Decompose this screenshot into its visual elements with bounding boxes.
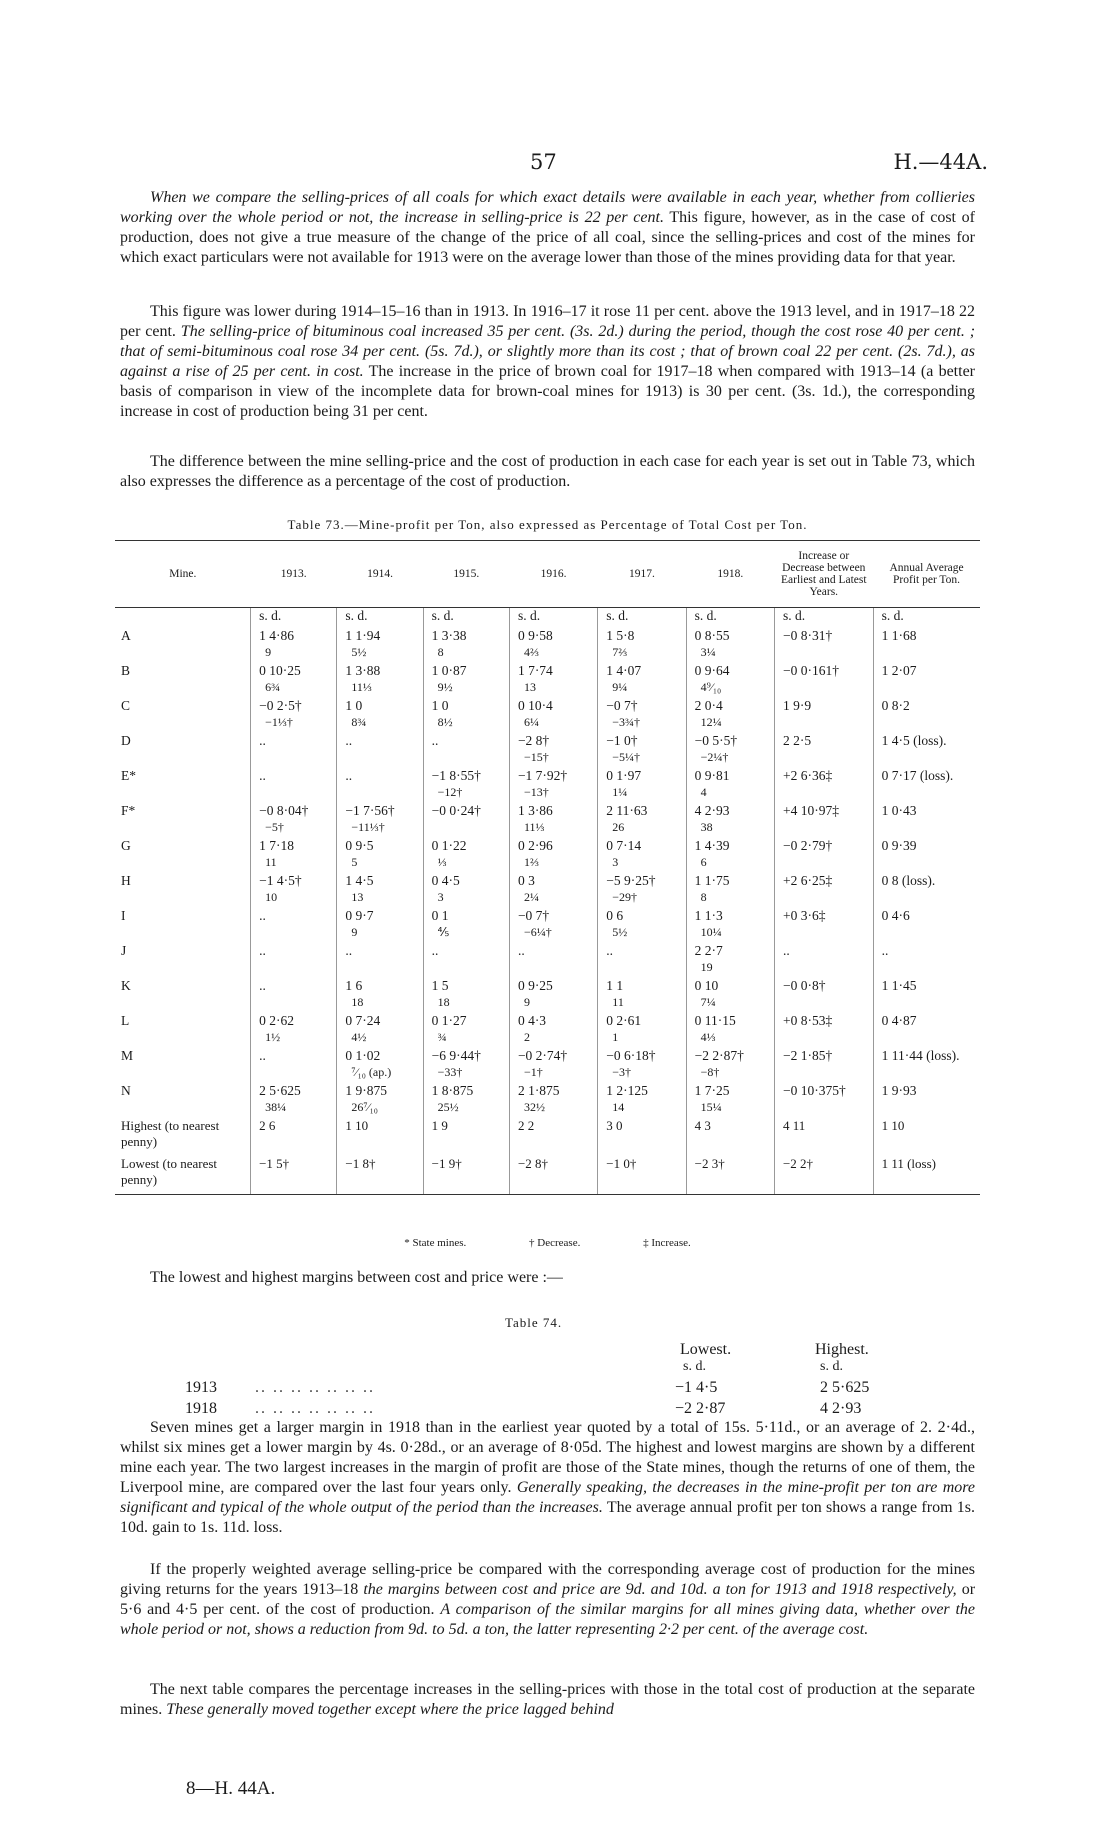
- table-cell: 2 11·63 26: [598, 803, 686, 838]
- table-cell: ..: [873, 943, 980, 978]
- table-cell: +0 3·6‡: [774, 908, 873, 943]
- paragraph-table-intro: The difference between the mine selling-price and the cost of production in each case for each year is set out in Table 73, which also expresses the difference as a percentage of the cost of production.: [120, 453, 975, 490]
- mine-label: D: [121, 733, 131, 748]
- table-cell: −1 5†: [251, 1156, 337, 1195]
- table-cell: −0 10·375†: [774, 1083, 873, 1118]
- paragraph-selling-prices: When we compare the selling-prices of all coals for which exact details were available in each year, whether from collieries working over the whole period or not, the increase in selling-price is 22 per cent. This figure, however, as in the case of cost of production, does not give a true measure of the change of the price of all coal, since the selling-prices and cost of the mines for which exact particulars were not available for 1913 were on the average lower than those of the mines providing data for that year.: [120, 189, 976, 266]
- table73-mine-profit: [115, 540, 980, 1195]
- mine-label: M: [121, 1048, 134, 1063]
- table-cell: ..: [251, 908, 337, 943]
- table-cell: 2 2·5: [774, 733, 873, 768]
- table-cell: −1 7·92† −13†: [509, 768, 597, 803]
- table-cell: 1 2·07: [873, 663, 980, 698]
- table-row: [115, 628, 980, 663]
- table-cell: −1 9†: [423, 1156, 509, 1195]
- table-cell: −0 2·5† −1⅓†: [251, 698, 337, 733]
- table-row: [115, 1083, 980, 1118]
- table74-unit-lowest: s. d.: [683, 1359, 706, 1374]
- table-cell: 1 1·45: [873, 978, 980, 1013]
- table-cell: 1 0 8½: [423, 698, 509, 733]
- note-increase: ‡ Increase.: [643, 1237, 691, 1249]
- mine-label: E*: [121, 768, 136, 783]
- col-header-mine: Mine.: [115, 541, 251, 608]
- table-cell: 0 10·25 6¾: [251, 663, 337, 698]
- mine-label: J: [121, 943, 127, 958]
- table-cell: 4 3: [686, 1118, 774, 1156]
- table-cell: −0 8·31†: [774, 628, 873, 663]
- table-row: [115, 873, 980, 908]
- table-cell: +2 6·25‡: [774, 873, 873, 908]
- table-cell: ..: [337, 943, 423, 978]
- table-cell: ..: [423, 943, 509, 978]
- table-cell: −0 6·18† −3†: [598, 1048, 686, 1083]
- mine-label: F*: [121, 803, 136, 818]
- col-header-change: Increase or Decrease between Earliest and Latest Years.: [774, 541, 873, 608]
- table-cell: −0 0·24†: [423, 803, 509, 838]
- table-cell: 1 1·68: [873, 628, 980, 663]
- table-cell: 1 0·87 9½: [423, 663, 509, 698]
- table-cell: 2 2: [509, 1118, 597, 1156]
- table-cell: −1 8†: [337, 1156, 423, 1195]
- table-cell: −2 2·87† −8†: [686, 1048, 774, 1083]
- table73-caption: Table 73.—Mine-profit per Ton, also expressed as Percentage of Total Cost per Ton.: [287, 517, 808, 532]
- table-cell: 1 7·25 15¼: [686, 1083, 774, 1118]
- table74-row: 1913 .. .. .. .. .. .. .. −1 4·5 2 5·625: [185, 1379, 870, 1396]
- table-row: [115, 803, 980, 838]
- table74-header-lowest: Lowest.: [680, 1341, 732, 1358]
- mine-label: L: [121, 1013, 130, 1028]
- table-cell: 1 4·5 13: [337, 873, 423, 908]
- table-cell: 0 7·14 3: [598, 838, 686, 873]
- table-cell: 1 4·07 9¼: [598, 663, 686, 698]
- table-cell: 0 8·2: [873, 698, 980, 733]
- table-cell: 0 9·7 9: [337, 908, 423, 943]
- table-cell: −0 8·04† −5†: [251, 803, 337, 838]
- table-cell: 1 8·875 25½: [423, 1083, 509, 1118]
- table-cell: 0 7·24 4½: [337, 1013, 423, 1048]
- table-cell: ..: [598, 943, 686, 978]
- col-header-1914: 1914.: [337, 541, 423, 608]
- table-cell: 1 10: [873, 1118, 980, 1156]
- table-cell: 1 3·86 11⅓: [509, 803, 597, 838]
- paragraph-next-table: The next table compares the percentage increases in the selling-prices with those in the total cost of production at the separate mines. These generally moved together except where the price lagged behind: [120, 1681, 975, 1718]
- table-cell: +2 6·36‡: [774, 768, 873, 803]
- table-row: [115, 663, 980, 698]
- table-cell: 1 1·94 5½: [337, 628, 423, 663]
- table-cell: 1 9·875 26⁷⁄₁₀: [337, 1083, 423, 1118]
- table-cell: 1 5 18: [423, 978, 509, 1013]
- table-cell: −0 2·79†: [774, 838, 873, 873]
- table-cell: 1 11 (loss): [873, 1156, 980, 1195]
- table-cell: 4 2·93 38: [686, 803, 774, 838]
- table74-header-highest: Highest.: [815, 1341, 869, 1358]
- document-reference: H.—44A.: [893, 150, 988, 174]
- table-cell: 1 3·38 8: [423, 628, 509, 663]
- page-footer: 8—H. 44A.: [186, 1778, 276, 1799]
- highest-row: [115, 1118, 980, 1156]
- table-row: [115, 908, 980, 943]
- table-cell: 2 6: [251, 1118, 337, 1156]
- table-cell: 0 4·6: [873, 908, 980, 943]
- table-cell: ..: [337, 768, 423, 803]
- table-cell: −6 9·44† −33†: [423, 1048, 509, 1083]
- table-cell: 2 5·625 38¼: [251, 1083, 337, 1118]
- table-cell: −0 7† −6¼†: [509, 908, 597, 943]
- table73-notes: [115, 1237, 980, 1249]
- table-cell: 0 9·64 4⁹⁄₁₀: [686, 663, 774, 698]
- paragraph-seven-mines: Seven mines get a larger margin in 1918 than in the earliest year quoted by a total of 15s. 5·11d., or an average of 2. 2·4d., whilst six mines get a lower margin by 4s. 0·28d., or an average of 8·05d. The highest and lowest margins are shown by a different mine each year. The two largest increases in the margin of profit are those of the State mines, though the returns of one of them, the Liverpool mine, are compared over the last four years only. Generally speaking, the decreases in the mine-profit per ton are more significant and typical of the whole output of the period than the increases. The average annual profit per ton shows a range from 1s. 10d. gain to 1s. 11d. loss.: [120, 1419, 976, 1536]
- table-row: [115, 978, 980, 1013]
- table-cell: 2 0·4 12¼: [686, 698, 774, 733]
- table-cell: ..: [774, 943, 873, 978]
- table-cell: 0 9·5 5: [337, 838, 423, 873]
- table-row: [115, 838, 980, 873]
- col-header-1915: 1915.: [423, 541, 509, 608]
- table-cell: 0 1·02 ⁷⁄₁₀ (ap.): [337, 1048, 423, 1083]
- table-cell: 2 1·875 32½: [509, 1083, 597, 1118]
- table-row: [115, 733, 980, 768]
- table-cell: 1 1 11: [598, 978, 686, 1013]
- mine-label: B: [121, 663, 131, 678]
- table-cell: 1 4·5 (loss).: [873, 733, 980, 768]
- table-cell: 1 11·44 (loss).: [873, 1048, 980, 1083]
- table-cell: 1 7·74 13: [509, 663, 597, 698]
- table-row: [115, 1013, 980, 1048]
- table-cell: 0 9·58 4⅔: [509, 628, 597, 663]
- table-cell: 0 4·87: [873, 1013, 980, 1048]
- mine-label: A: [121, 628, 131, 643]
- table-cell: −2 8†: [509, 1156, 597, 1195]
- table-cell: 0 2·61 1: [598, 1013, 686, 1048]
- mine-label: C: [121, 698, 131, 713]
- table-cell: −0 2·74† −1†: [509, 1048, 597, 1083]
- table-cell: 0 4·3 2: [509, 1013, 597, 1048]
- table-cell: 1 2·125 14: [598, 1083, 686, 1118]
- table-cell: 1 5·8 7⅔: [598, 628, 686, 663]
- table-cell: 0 9·81 4: [686, 768, 774, 803]
- table-cell: 0 1·27 ¾: [423, 1013, 509, 1048]
- highest-label: Highest (to nearest penny): [121, 1118, 220, 1149]
- table-cell: 0 4·5 3: [423, 873, 509, 908]
- table-cell: 0 10·4 6¼: [509, 698, 597, 733]
- table-row: [115, 768, 980, 803]
- paragraph-price-levels: This figure was lower during 1914–15–16 than in 1913. In 1916–17 it rose 11 per cent. above the 1913 level, and in 1917–18 22 per cent. The selling-price of bituminous coal increased 35 per cent. (3s. 2d.) during the period, though the cost rose 40 per cent. ; that of semi-bituminous coal rose 34 per cent. (5s. 7d.), or slightly more than its cost ; that of brown coal 22 per cent. (2s. 7d.), as against a rise of 25 per cent. in cost. The increase in the price of brown coal for 1917–18 when compared with 1913–14 (a better basis of comparison in view of the incomplete data for brown-coal mines for 1913) is 30 per cent. (3s. 1d.), the corresponding increase in cost of production being 31 per cent.: [120, 303, 976, 420]
- table-cell: ..: [251, 943, 337, 978]
- table-cell: 1 1·75 8: [686, 873, 774, 908]
- table-cell: +0 8·53‡: [774, 1013, 873, 1048]
- table-cell: −0 5·5† −2¼†: [686, 733, 774, 768]
- unit-row: s. d. s. d. s. d. s. d. s. d. s. d. s. d. s. d.: [115, 608, 980, 629]
- table-cell: 0 8 (loss).: [873, 873, 980, 908]
- col-header-1916: 1916.: [509, 541, 597, 608]
- table-cell: −1 8·55† −12†: [423, 768, 509, 803]
- mine-label: G: [121, 838, 131, 853]
- table-cell: 1 0 8¾: [337, 698, 423, 733]
- table-cell: ..: [509, 943, 597, 978]
- table-cell: 0 1·97 1¼: [598, 768, 686, 803]
- table-cell: ..: [337, 733, 423, 768]
- note-decrease: † Decrease.: [529, 1237, 581, 1249]
- mine-label: H: [121, 873, 131, 888]
- table-cell: 0 3 2¼: [509, 873, 597, 908]
- table-cell: 0 1·22 ⅓: [423, 838, 509, 873]
- table-cell: 4 11: [774, 1118, 873, 1156]
- table-cell: 2 2·7 19: [686, 943, 774, 978]
- table-cell: 1 6 18: [337, 978, 423, 1013]
- table-cell: −1 0†: [598, 1156, 686, 1195]
- table-cell: 1 4·86 9: [251, 628, 337, 663]
- table-cell: 3 0: [598, 1118, 686, 1156]
- col-header-annual-average: Annual Average Profit per Ton.: [873, 541, 980, 608]
- table-cell: −1 0† −5¼†: [598, 733, 686, 768]
- table-cell: 0 9·25 9: [509, 978, 597, 1013]
- table-cell: −1 7·56† −11⅓†: [337, 803, 423, 838]
- page-number: 57: [530, 150, 557, 174]
- table-cell: 0 10 7¼: [686, 978, 774, 1013]
- table74-title: Table 74.: [505, 1315, 563, 1330]
- table-cell: 0 1 ⅘: [423, 908, 509, 943]
- table-cell: ..: [251, 1048, 337, 1083]
- table74-row: 1918 .. .. .. .. .. .. .. −2 2·87 4 2·93: [185, 1400, 862, 1417]
- table-cell: 1 10: [337, 1118, 423, 1156]
- mine-label: K: [121, 978, 131, 993]
- table74-unit-highest: s. d.: [820, 1359, 843, 1374]
- table-cell: 1 9: [423, 1118, 509, 1156]
- note-state-mines: * State mines.: [404, 1237, 467, 1249]
- table-cell: 1 4·39 6: [686, 838, 774, 873]
- table-cell: ..: [251, 768, 337, 803]
- table-cell: ..: [251, 733, 337, 768]
- table-cell: −0 7† −3¾†: [598, 698, 686, 733]
- table-cell: 0 11·15 4⅓: [686, 1013, 774, 1048]
- table-cell: 1 7·18 11: [251, 838, 337, 873]
- mine-label: I: [121, 908, 126, 923]
- table-cell: 1 9·9: [774, 698, 873, 733]
- col-header-1918: 1918.: [686, 541, 774, 608]
- lowest-label: Lowest (to nearest penny): [115, 1156, 251, 1195]
- mine-label: N: [121, 1083, 131, 1098]
- table-cell: −0 0·161†: [774, 663, 873, 698]
- table-cell: −1 4·5† 10: [251, 873, 337, 908]
- table-row: [115, 1048, 980, 1083]
- table-cell: 1 0·43: [873, 803, 980, 838]
- table-cell: −5 9·25† −29†: [598, 873, 686, 908]
- table-cell: −2 2†: [774, 1156, 873, 1195]
- table-cell: −2 3†: [686, 1156, 774, 1195]
- table-cell: −0 0·8†: [774, 978, 873, 1013]
- table-cell: ..: [423, 733, 509, 768]
- paragraph-margins-intro: The lowest and highest margins between cost and price were :—: [150, 1269, 563, 1286]
- table-cell: 1 3·88 11⅓: [337, 663, 423, 698]
- table73-body: [115, 608, 980, 1195]
- table-cell: 0 6 5½: [598, 908, 686, 943]
- table-row: [115, 698, 980, 733]
- table-cell: 0 9·39: [873, 838, 980, 873]
- table-cell: 1 9·93: [873, 1083, 980, 1118]
- table-cell: 0 8·55 3¼: [686, 628, 774, 663]
- table-cell: 0 7·17 (loss).: [873, 768, 980, 803]
- col-header-1917: 1917.: [598, 541, 686, 608]
- table-cell: 0 2·62 1½: [251, 1013, 337, 1048]
- table-row: [115, 943, 980, 978]
- lowest-row: [115, 1156, 980, 1195]
- col-header-1913: 1913.: [251, 541, 337, 608]
- table-cell: ..: [251, 978, 337, 1013]
- table-cell: +4 10·97‡: [774, 803, 873, 838]
- table-cell: −2 8† −15†: [509, 733, 597, 768]
- table-cell: 1 1·3 10¼: [686, 908, 774, 943]
- table-cell: 0 2·96 1⅔: [509, 838, 597, 873]
- table-cell: −2 1·85†: [774, 1048, 873, 1083]
- paragraph-weighted-average: If the properly weighted average selling-price be compared with the corresponding average cost of production for the mines giving returns for the years 1913–18 the margins between cost and price are 9d. and 10d. a ton for 1913 and 1918 respectively, or 5·6 and 4·5 per cent. of the cost of production. A comparison of the similar margins for all mines giving data, whether over the whole period or not, shows a reduction from 9d. to 5d. a ton, the latter representing 2·2 per cent. of the average cost.: [120, 1561, 976, 1638]
